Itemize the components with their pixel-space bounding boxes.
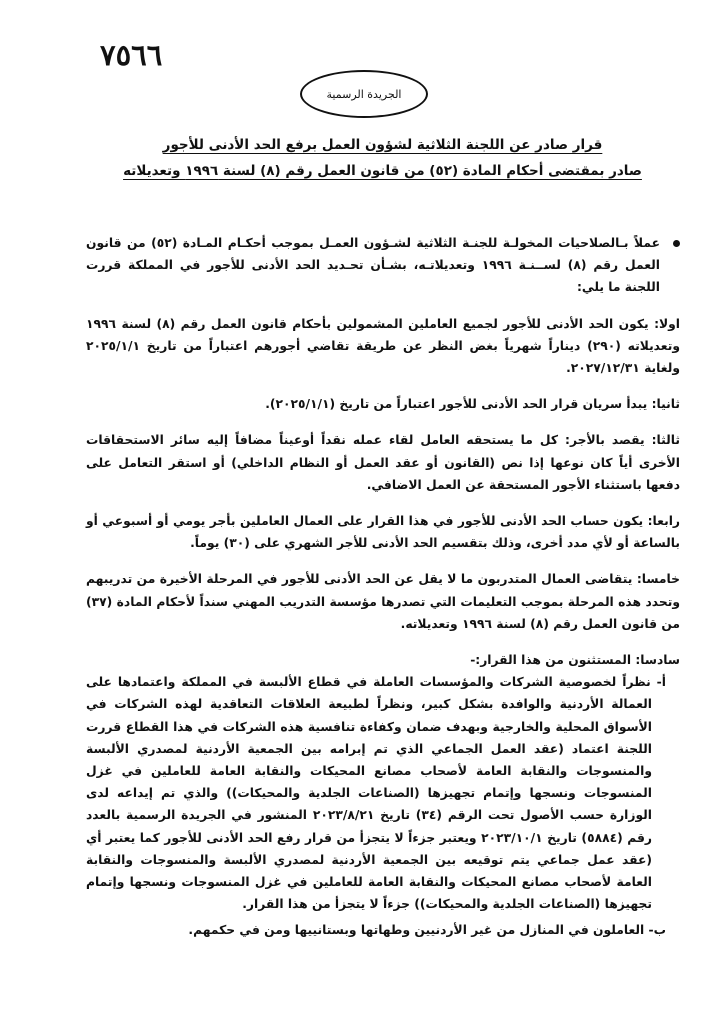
item-text: يقصد بالأجر: كل ما يستحقه العامل لقاء عمله نقداً أوعيناً مضافاً إليه سائر الاستحقاقات الأخرى أياً كان نوعها إذا نص (القانون أو عقد العمل أو النظام الداخلي) أو استقر التعامل على دفعها باستثناء الأجور المستحقة عن العمل الاضافي. [86, 433, 680, 492]
title-line-1: قرار صادر عن اللجنة الثلاثية لشؤون العمل برفع الحد الأدنى للأجور [162, 137, 603, 153]
item-text: يبدأ سريان قرار الحد الأدنى للأجور اعتباراً من تاريخ (٢٠٢٥/١/١). [265, 397, 648, 412]
gazette-header-label [300, 70, 428, 118]
section-six-item-b: ب- العاملون في المنازل من غير الأردنيين وطهاتها وبستانييها ومن في حكمهم. [188, 923, 666, 938]
item-text: يكون الحد الأدنى للأجور لجميع العاملين المشمولين بأحكام قانون العمل رقم (٨) لسنة ١٩٩٦ وتعديلاته (٢٩٠) ديناراً شهرياً بغض النظر عن طريقة تقاضي أجورهم اعتباراً من تاريخ ٢٠٢٥/١/١ ولغاية ٢٠٢٧/١٢/٣١. [86, 316, 680, 376]
item-label: اولا: [654, 316, 680, 331]
intro-paragraph [86, 232, 680, 299]
item-label: خامسا: [636, 572, 680, 587]
bullet-icon [673, 240, 680, 247]
item-label: رابعا: [647, 514, 680, 529]
gazette-label-text: الجريدة الرسمية [326, 87, 402, 101]
item-first [86, 313, 680, 380]
title-line-2: صادر بمقتضى أحكام المادة (٥٢) من قانون العمل رقم (٨) لسنة ١٩٩٦ وتعديلاته [123, 163, 642, 179]
item-text: يتقاضى العمال المتدربون ما لا يقل عن الحد الأدنى للأجور في المرحلة الأخيرة من تدريبهم وتحدد هذه المرحلة بموجب التعليمات التي تصدرها مؤسسة التدريب المهني سنداً لأحكام المادة (٣٧) من قانون العمل رقم (٨) لسنة ١٩٩٦ وتعديلاته. [86, 572, 680, 631]
intro-text: عملاً بـالصلاحيات المخولـة للجنـة الثلاثية لشـؤون العمـل بموجب أحكـام المـادة (٥٢) من قانون العمل رقم (٨) لســنـة ١٩٩٦ وتعديلاتـه، بشـأن تحـديد الحد الأدنى للأجور في المملكة قررت اللجنة ما يلي: [86, 236, 661, 295]
page-number: ٧٥٦٦ [100, 38, 163, 72]
item-label: ثانيا: [651, 397, 680, 412]
item-fifth [86, 568, 680, 635]
item-label: ثالثا: [651, 433, 680, 448]
section-six-item-a: أ- نظراً لخصوصية الشركات والمؤسسات العاملة في قطاع الألبسة في المملكة واعتمادها على العمالة الأردنية والوافدة بشكل كبير، ونظراً لطبيعة العلاقات التعاقدية لهذه الشركات في الأسواق المحلية والخارجية وبهدف ضمان وكفاءة تنافسية هذه الشركات في هذا القطاع قررت اللجنة اعتماد (عقد العمل الجماعي الذي تم إبرامه بين الجمعية الأردنية لمصدري الألبسة والمنسوجات والنقابة العامة لأصحاب مصانع المحيكات والنقابة العامة للعاملين في غزل المنسوجات ونسجها وإتمام تجهيزها (الصناعات الجلدية والمحيكات)) والذي تم إيداعه لدى الوزارة حسب الأصول تحت الرقم (٣٤) تاريخ ٢٠٢٣/٨/٢١ المنشور في الجريدة الرسمية بالعدد رقم (٥٨٨٤) تاريخ ٢٠٢٣/١٠/١ ويعتبر جزءاً لا يتجزأ من قرار رفع الحد الأدنى للأجور كما يعتبر أي (عقد عمل جماعي يتم توقيعه بين الجمعية الأردنية لمصدري الألبسة والمنسوجات والنقابة العامة لأصحاب مصانع المحيكات والنقابة العامة للعاملين في غزل المنسوجات ونسجها وإتمام تجهيزها (الصناعات الجلدية والمحيكات)) جزءاً لا يتجزأ من هذا القرار. [86, 675, 666, 912]
item-second [86, 393, 680, 415]
decision-title [90, 132, 675, 184]
item-third [86, 429, 680, 496]
document-body [86, 232, 680, 946]
item-text: يكون حساب الحد الأدنى للأجور في هذا القرار على العمال العاملين بأجر يومي أو أسبوعي أو بالساعة أو لأي مدد أخرى، وذلك بتقسيم الحد الأدنى للأجر الشهري على (٣٠) يوماً. [86, 514, 680, 551]
item-fourth [86, 510, 680, 554]
section-six-heading: سادسا: المستثنون من هذا القرار:- [470, 653, 680, 668]
